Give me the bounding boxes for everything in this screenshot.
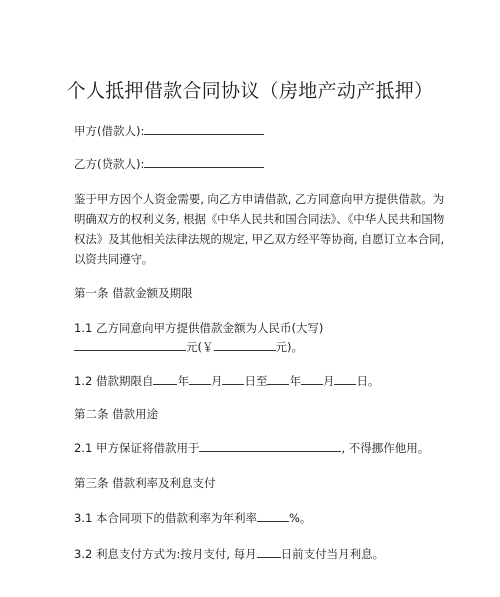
article-3-heading: 第三条 借款利率及利息支付: [74, 476, 216, 490]
article-1-heading: 第一条 借款金额及期限: [74, 286, 193, 300]
unit-label: 元(￥: [186, 340, 214, 354]
amount-words-blank: [74, 338, 186, 351]
clause-1-1: 1.1 乙方同意向甲方提供借款金额为人民币(大写): [74, 321, 324, 335]
contract-title: 个人抵押借款合同协议（房地产动产抵押）: [66, 80, 434, 102]
party-b-label: 乙方(贷款人):: [74, 157, 145, 171]
amount-number-blank: [214, 338, 276, 351]
clause-3-1: 3.1 本合同项下的借款利率为年利率 %。: [74, 511, 312, 525]
party-b-blank: [144, 155, 264, 168]
article-2-heading: 第二条 借款用途: [74, 407, 159, 421]
rate-blank: [257, 509, 289, 522]
party-a-line: [74, 121, 444, 141]
clause-3-2: 3.2 利息支付方式为:按月支付, 每月 日前支付当月利息。: [74, 547, 385, 561]
party-b-line: [74, 154, 444, 174]
clause-2-1: 2.1 甲方保证将借款用于 , 不得挪作他用。: [74, 441, 430, 455]
day-blank: [257, 545, 281, 558]
purpose-blank: [199, 439, 341, 452]
clause-1-1-amount-line: [74, 337, 444, 357]
unit-label-close: 元)。: [275, 340, 303, 354]
clause-1-2: 1.2 借款期限自 年 月 日至 年 月 日。: [74, 374, 380, 388]
party-a-blank: [144, 122, 264, 135]
party-a-label: 甲方(借款人):: [74, 124, 145, 138]
intro-paragraph: 鉴于甲方因个人资金需要, 向乙方申请借款, 乙方同意向甲方提供借款。为明确双方的权利义务, 根据《中华人民共和国合同法》、《中华人民共和国物权法》及其他相关法律法规的规定, 甲乙双方经平等协商, 自愿订立本合同, 以资共同遵守。: [74, 192, 444, 266]
